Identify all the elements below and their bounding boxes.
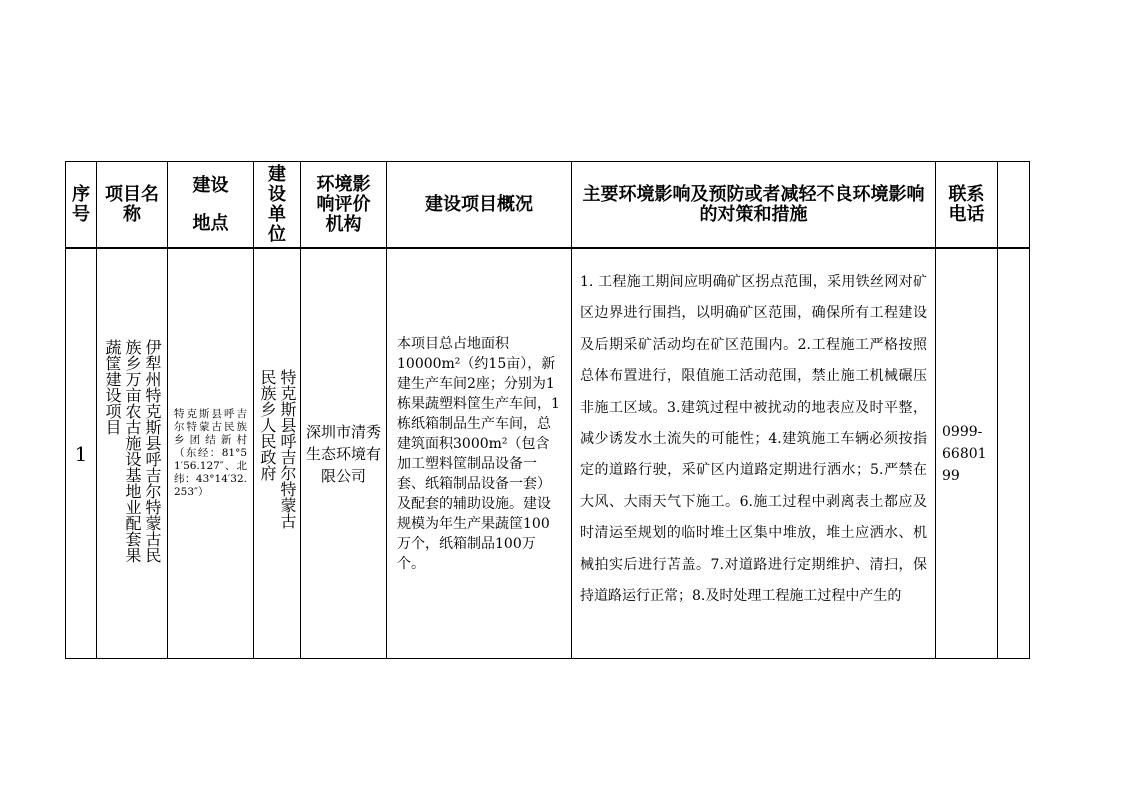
row-unit — [254, 249, 301, 659]
header-measures-label: 主要环境影响及预防或者减轻不良环境影响的对策和措施 — [582, 183, 925, 225]
header-unit-label: 建设单位 — [268, 163, 286, 245]
header-extra — [998, 162, 1030, 248]
header-overview-label: 建设项目概况 — [425, 193, 533, 215]
row-phone: 0999-6680199 — [936, 249, 998, 659]
header-name — [97, 162, 168, 248]
header-agency — [301, 162, 387, 248]
header-agency-label: 环境影响评价机构 — [316, 173, 371, 235]
row-location — [168, 249, 254, 659]
header-row — [66, 162, 1030, 248]
header-location — [168, 162, 254, 248]
row-overview: 本项目总占地面积10000m²（约15亩），新建生产车间2座；分别为1栋果蔬塑料筐生产车间，1栋纸箱制品生产车间，总建筑面积3000m²（包含加工塑料筐制品设备一套、纸箱制品设备一套）及配套的辅助设施。建设规模为年生产果蔬筐100万个，纸箱制品100万个。 — [387, 249, 572, 659]
header-phone — [936, 162, 998, 248]
header-seq — [66, 162, 97, 248]
header-seq-label: 序号 — [72, 183, 90, 225]
header-measures — [572, 162, 936, 248]
row-location-text: 特克斯县呼吉尔特蒙古民族乡团结新村（东经：81°51′56.127″、北纬：43°14′32.253″） — [174, 408, 247, 498]
row-agency: 深圳市清秀生态环境有限公司 — [301, 249, 387, 659]
header-phone-label: 联系电话 — [948, 183, 985, 225]
row-measures: 1. 工程施工期间应明确矿区拐点范围，采用铁丝网对矿区边界进行围挡，以明确矿区范围，确保所有工程建设及后期采矿活动均在矿区范围内。2.工程施工严格按照总体布置进行，限值施工活动范围，禁止施工机械碾压非施工区域。3.建筑过程中被扰动的地表应及时平整，减少诱发水土流失的可能性；4.建筑施工车辆必须按指定的道路行驶，采矿区内道路定期进行洒水；5.严禁在大风、大雨天气下施工。6.施工过程中剥离表土都应及时清运至规划的临时堆土区集中堆放，堆土应洒水、机械拍实后进行苫盖。7.对道路进行定期维护、清扫，保持道路运行正常；8.及时处理工程施工过程中产生的 — [572, 249, 936, 659]
row-project-name — [97, 249, 168, 659]
table-row — [66, 249, 1030, 659]
header-name-label: 项目名称 — [105, 183, 159, 225]
header-location-label: 建设地点 — [192, 174, 229, 234]
row-unit-text: 特克斯县呼吉尔特蒙古民族乡人民政府 — [258, 368, 297, 529]
row-project-name-text: 伊犁州特克斯县呼吉尔特蒙古民族乡万亩农古施设基地业配套果蔬筐建设项目 — [103, 338, 162, 563]
row-seq: 1 — [66, 249, 97, 659]
header-unit — [254, 162, 301, 248]
project-info-table — [65, 161, 1030, 659]
header-overview — [387, 162, 572, 248]
row-extra — [998, 249, 1030, 659]
